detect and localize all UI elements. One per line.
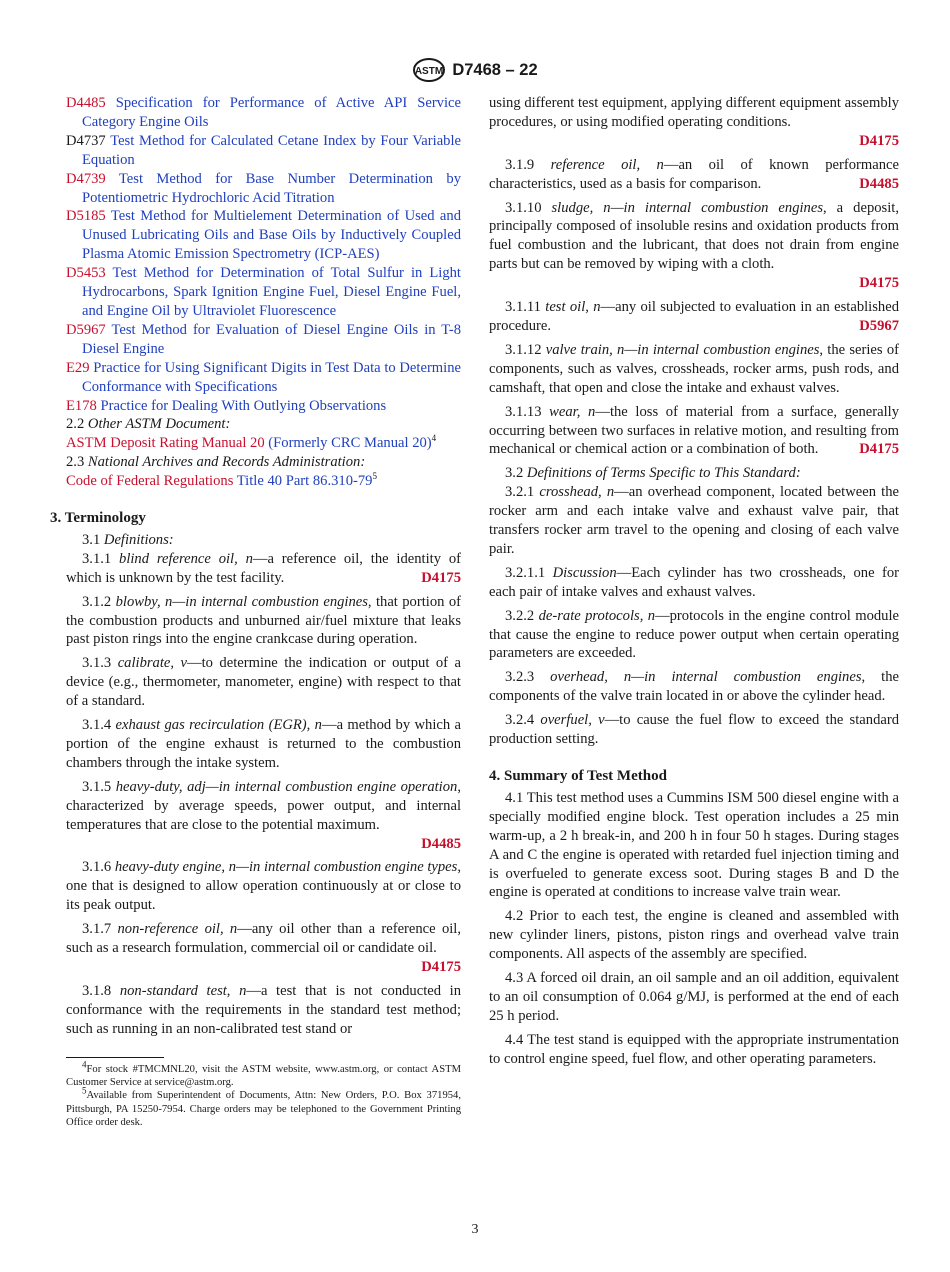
definition-text: —Each cylinder has two crossheads, one for each pair of intake valves and exhaust valves. <box>489 564 899 600</box>
definition-item <box>489 607 899 664</box>
reference-item <box>66 132 461 170</box>
definition-text: , characterized by average speeds, power output, and internal temperatures that are close to the potential maximum. <box>66 778 461 833</box>
reference-code[interactable]: D5185 <box>66 208 106 225</box>
reference-code[interactable]: D5453 <box>66 265 106 282</box>
subsection-2-2: 2.2 Other ASTM Document: <box>66 416 231 433</box>
definition-number: 3.2.3 <box>505 669 535 686</box>
definition-number: 3.1.10 <box>505 199 542 216</box>
definition-number: 3.1.3 <box>82 655 112 672</box>
footnote-text: For stock #TMCMNL20, visit the ASTM website, www.astm.org, or contact ASTM Customer Service at service@astm.org. <box>66 1063 461 1088</box>
definition-term: heavy-duty, adj <box>115 778 206 795</box>
definition-term: wear, n <box>549 403 596 420</box>
reference-title-link[interactable]: Practice for Dealing With Outlying Observations <box>100 397 387 414</box>
definition-term: sludge, n <box>551 199 611 216</box>
definition-text: —to cause the fuel flow to exceed the standard production setting. <box>489 712 899 748</box>
definition-number: 3.2.1.1 <box>505 564 546 581</box>
definition-text: —a method by which a portion of the engine exhaust is returned to the combustion chambers through the intake system. <box>66 717 461 771</box>
subsection-2-3: 2.3 National Archives and Records Administration: <box>66 454 366 471</box>
definition-qualifier: —in internal combustion engines <box>610 199 824 216</box>
definition-number: 3.1.7 <box>82 921 112 938</box>
cfr-title-link[interactable]: Title 40 Part 86.310-79 <box>236 473 373 490</box>
paragraph-number: 4.4 <box>505 1031 524 1048</box>
page-number: 3 <box>471 1222 479 1237</box>
summary-paragraph <box>489 969 899 1026</box>
left-column <box>50 94 462 1130</box>
reference-item <box>66 321 461 359</box>
paragraph-text: This test method uses a Cummins ISM 500 diesel engine with a specially modified engine block. Test operation includes a 25 min warm-up, a 2 h break-in, and 200 h in four 50 h stages. During stages A and C the engine is operated with retarded fuel injection timing and is overfueled to generate excess soot. During stages B and D the engine is operated at conditions to increase valve train wear. <box>489 789 900 901</box>
definition-text: —the loss of material from a surface, generally occurring between two surfaces in relative motion, and resulting from mechanical or chemical action or a combination of both. <box>489 403 899 458</box>
definition-term: calibrate, v <box>117 655 187 672</box>
source-link[interactable]: D5967 <box>859 317 899 334</box>
source-link[interactable]: D4175 <box>421 958 461 975</box>
definition-number: 3.1.4 <box>82 717 112 734</box>
definition-text: —any oil other than a reference oil, such as a research formulation, commercial oil or candidate oil. <box>66 921 461 957</box>
definition-item <box>489 156 899 194</box>
definition-number: 3.1.8 <box>82 982 112 999</box>
definition-text: —to determine the indication or output of a device (e.g., thermometer, manometer, engine) with respect to that of a standard. <box>66 655 462 710</box>
footnote-ref-4[interactable]: 4 <box>431 433 437 444</box>
definition-item <box>66 654 461 711</box>
definition-number: 3.2.1 <box>505 484 535 501</box>
definition-text: —a reference oil, the identity of which is unknown by the test facility. <box>66 550 461 586</box>
definition-number: 3.1.6 <box>82 859 112 876</box>
definition-term: non-reference oil, n <box>117 921 238 938</box>
definition-text: —an overhead component, located between the rocker arm and each intake valve and exhaust valve pair, that transfers rocker arm travel to the opening and closing of each valve pair. <box>489 484 900 557</box>
reference-title-link[interactable]: Test Method for Base Number Determination by Potentiometric Hydrochloric Acid Titration <box>82 170 461 206</box>
definition-number: 3.1.9 <box>505 156 535 173</box>
definition-text: —a test that is not conducted in conformance with the requirements in the standard test method; such as running in an non-calibrated test stand or <box>66 982 461 1037</box>
paragraph-number: 4.1 <box>505 789 524 806</box>
definition-text: —an oil of known performance characteristics, used as a basis for comparison. <box>489 156 899 192</box>
footnote-divider <box>66 1057 164 1058</box>
definition-number: 3.2.4 <box>505 712 535 729</box>
reference-item <box>66 170 461 208</box>
referenced-documents-list <box>66 94 461 415</box>
astm-manual-reference <box>66 434 461 453</box>
section-3-heading: 3. Terminology <box>50 510 146 527</box>
reference-code[interactable]: E29 <box>66 359 90 376</box>
astm-logo-icon <box>412 57 446 83</box>
footnote-ref-5[interactable]: 5 <box>372 471 377 482</box>
definition-number: 3.1.2 <box>82 593 112 610</box>
reference-title-link[interactable]: Specification for Performance of Active API Service Category Engine Oils <box>82 95 461 130</box>
definition-item <box>66 550 461 588</box>
definition-term: crosshead, n <box>539 484 615 501</box>
right-column <box>489 94 899 1074</box>
definition-number: 3.1.5 <box>82 778 112 795</box>
definition-item <box>489 199 899 294</box>
footnote <box>66 1059 461 1090</box>
definition-term: reference oil, n <box>550 156 664 173</box>
reference-code[interactable]: D5967 <box>66 321 106 338</box>
definition-item <box>489 341 899 398</box>
definition-term: Discussion <box>552 564 617 581</box>
summary-paragraph <box>489 907 899 964</box>
definition-qualifier: —in internal combustion engines <box>624 341 820 358</box>
reference-code[interactable]: D4485 <box>66 95 106 111</box>
definition-number: 3.1.13 <box>505 403 542 420</box>
summary-paragraph <box>489 789 899 902</box>
definition-item <box>489 711 899 749</box>
reference-title-link[interactable]: Test Method for Determination of Total Sulfur in Light Hydrocarbons, Spark Ignition Engine Fuel, Diesel Engine Fuel, and Engine Oil by Ultraviolet Fluorescence <box>82 265 461 319</box>
source-link[interactable]: D4175 <box>421 569 461 586</box>
reference-title-link[interactable]: Test Method for Calculated Cetane Index by Four Variable Equation <box>82 132 462 168</box>
reference-title-link[interactable]: Test Method for Multielement Determination of Used and Unused Lubricating Oils and Base Oils by Inductively Coupled Plasma Atomic Emission Spectrometry (ICP-AES) <box>82 208 461 263</box>
definition-number: 3.1.1 <box>82 550 112 567</box>
summary-paragraph <box>489 1031 899 1069</box>
document-id: D7468 – 22 <box>452 61 538 79</box>
definition-item <box>489 483 899 559</box>
reference-item <box>66 207 461 264</box>
definition-term: de-rate protocols, n <box>538 607 656 624</box>
definition-item <box>489 564 899 602</box>
definition-text: —protocols in the engine control module that cause the engine to reduce power output when certain operating parameters are exceeded. <box>489 607 899 662</box>
definition-item <box>489 668 899 706</box>
reference-code[interactable]: D4739 <box>66 170 106 187</box>
definition-term: blowby, n <box>115 593 173 610</box>
subsection-3-1: 3.1 Definitions: <box>82 531 174 548</box>
definitions-right <box>489 156 899 460</box>
definition-item <box>66 858 461 915</box>
definition-term: test oil, n <box>545 299 601 316</box>
summary-paragraphs <box>489 789 899 1069</box>
definition-item <box>66 716 461 773</box>
definition-text: , the series of components, such as valves, crossheads, rocker arms, push rods, and camshaft, that open and close the intake and exhaust valves. <box>489 341 899 396</box>
reference-item <box>66 94 461 132</box>
source-link[interactable]: D4175 <box>859 132 899 149</box>
paragraph-text: A forced oil drain, an oil sample and an oil addition, equivalent to an oil consumption of 0.064 g/MJ, is performed at the end of each 25 h period. <box>489 970 899 1024</box>
footnote <box>66 1085 461 1129</box>
page-header <box>0 57 950 83</box>
footnote-marker: 5 <box>82 1085 87 1096</box>
astm-manual-link[interactable]: ASTM Deposit Rating Manual 20 <box>66 435 265 452</box>
definition-item <box>66 778 461 854</box>
definition-qualifier: —in internal combustion engines <box>631 669 862 686</box>
definition-text: , the components of the valve train located in or above the cylinder head. <box>489 669 899 705</box>
footnotes <box>66 1059 461 1130</box>
definition-3-1-8-continued: using different test equipment, applying different equipment assembly procedures, or using modified operating conditions. D4175 <box>489 95 899 149</box>
definition-number: 3.1.11 <box>505 299 541 316</box>
reference-item <box>66 397 461 416</box>
definition-text: , a deposit, principally composed of insoluble resins and oxidation products from fuel combustion and the lubricant, that does not drain from engine parts but can be removed by wiping with a cloth. <box>489 199 899 273</box>
cfr-reference <box>66 472 461 491</box>
crc-manual-link[interactable]: (Formerly CRC Manual 20) <box>268 435 432 452</box>
definition-term: overfuel, v <box>540 712 605 729</box>
reference-code: D4737 <box>66 132 106 149</box>
reference-item <box>66 264 461 321</box>
source-link[interactable]: D4175 <box>859 441 899 458</box>
reference-title-link[interactable]: Test Method for Evaluation of Diesel Engine Oils in T-8 Diesel Engine <box>82 321 461 357</box>
definitions-specific <box>489 483 899 749</box>
definition-term: exhaust gas recirculation (EGR), n <box>115 717 322 734</box>
source-link[interactable]: D4485 <box>421 835 461 852</box>
definition-term: non-standard test, n <box>119 982 247 999</box>
footnote-marker: 4 <box>82 1059 87 1070</box>
definition-term: blind reference oil, n <box>119 550 253 567</box>
source-link[interactable]: D4485 <box>859 175 899 192</box>
reference-title-link[interactable]: Practice for Using Significant Digits in Test Data to Determine Conformance with Specifications <box>82 359 461 395</box>
definition-qualifier: —in internal combustion engine types <box>236 859 458 876</box>
svg-text:ASTM: ASTM <box>415 66 444 77</box>
paragraph-text: The test stand is equipped with the appropriate instrumentation to control engine speed, fuel flow, and other operating parameters. <box>489 1031 899 1067</box>
definition-text: , one that is designed to allow operation continuously at or close to its peak output. <box>66 859 461 914</box>
definition-item <box>66 593 461 650</box>
definition-term: heavy-duty engine, n <box>114 859 237 876</box>
definition-item <box>66 920 461 977</box>
definition-qualifier: —in internal combustion engine operation <box>205 778 458 795</box>
section-4-heading: 4. Summary of Test Method <box>489 768 667 784</box>
source-link[interactable]: D4175 <box>859 275 899 292</box>
definition-item <box>489 403 899 460</box>
paragraph-number: 4.2 <box>505 908 524 925</box>
definition-text: , that portion of the combustion products and unburned air/fuel mixture that leaks past piston rings into the engine crankcase during operation. <box>66 593 461 648</box>
subsection-3-2: 3.2 Definitions of Terms Specific to This Standard: <box>505 465 801 482</box>
reference-code[interactable]: E178 <box>66 397 97 414</box>
definition-term: overhead, n <box>550 669 632 686</box>
footnote-text: Available from Superintendent of Documents, Attn: New Orders, P.O. Box 371954, Pittsburgh, PA 15250-7954. Charge orders may be telephoned to the Government Printing Office order desk. <box>66 1090 461 1129</box>
definition-number: 3.2.2 <box>505 607 535 624</box>
definition-term: valve train, n <box>545 341 625 358</box>
definition-text: —any oil subjected to evaluation in an established procedure. <box>489 299 899 334</box>
reference-item <box>66 359 461 397</box>
definition-number: 3.1.12 <box>505 341 542 358</box>
definition-item <box>489 298 899 336</box>
definitions-left <box>66 550 461 1039</box>
paragraph-text: Prior to each test, the engine is cleaned and assembled with new cylinder liners, pistons, piston rings and overhead valve train components. All aspects of the assembly are specified. <box>489 908 899 963</box>
definition-qualifier: —in internal combustion engines <box>172 593 368 610</box>
cfr-link[interactable]: Code of Federal Regulations <box>66 473 234 490</box>
paragraph-number: 4.3 <box>505 970 524 987</box>
definition-item <box>66 982 461 1039</box>
